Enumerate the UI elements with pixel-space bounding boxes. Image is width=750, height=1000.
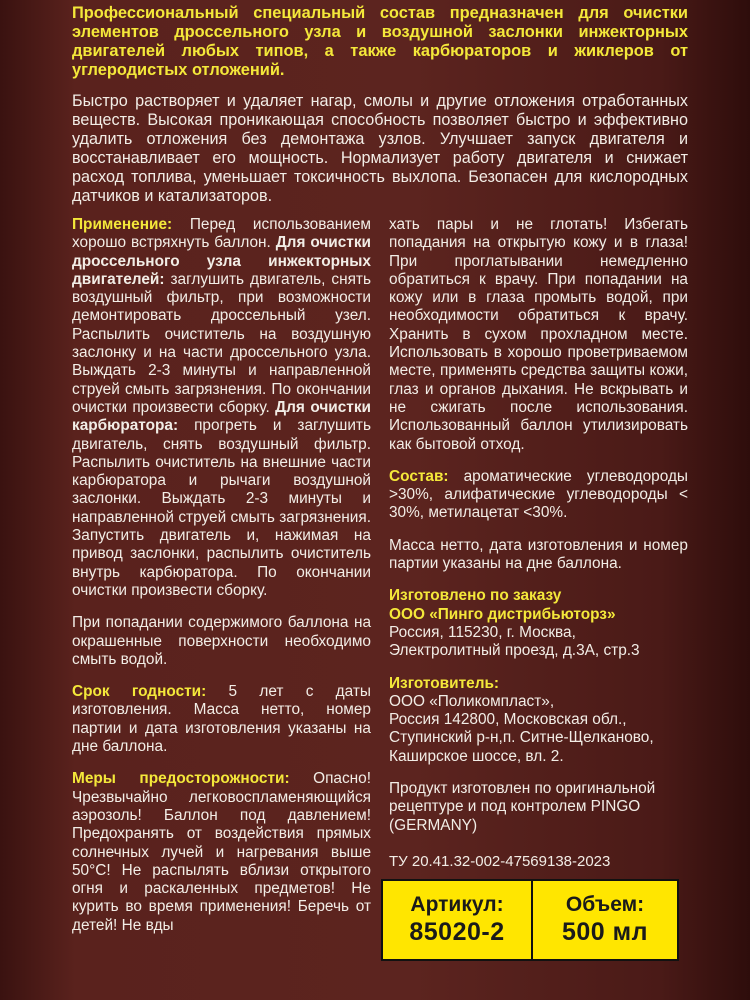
usage-block — [72, 216, 371, 600]
left-column — [72, 216, 371, 961]
volume-label: Объем: — [565, 893, 645, 917]
intro-paragraph: Быстро растворяет и удаляет нагар, смолы и другие отложения отработанных веществ. Высокая проникающая способность позволяет быстро и эффективно удалить отложения без демонтажа узлов. Улучшает запуск двигателя и восстанавливает его мощность. Нормализует работу двигателя и снижает расход топлива, уменьшает токсичность выхлопа. Безопасен для кислородных датчиков и катализаторов. — [72, 92, 688, 205]
maker-line-2: Россия 142800, Московская обл., — [389, 711, 627, 729]
composition-text: ароматические углеводороды >30%, алифатические углеводороды < 30%, метилацетат <30%. — [389, 467, 688, 522]
right-column — [389, 216, 688, 961]
precautions-text: Опасно! Чрезвычайно легковоспламеняющийся аэрозоль! Баллон под давлением! Предохранять от воздействия прямых солнечных лучей и нагревания выше 50°С! Не распылять вблизи открытого огня и раскаленных предметов! Не курить во время применения! Беречь от детей! Не вды — [72, 770, 371, 934]
throttle-text: заглушить двигатель, снять воздушный фильтр, при возможности демонтировать дроссельный узел. Распылить очиститель на воздушную заслонку и на части дроссельного узла. Выждать 2-3 минуты и направленной струей смыть загрязнения. По окончании очистки произвести сборку. — [72, 270, 371, 416]
carb-text: прогреть и заглушить двигатель, снять воздушный фильтр. Распылить очиститель на внешние части карбюратора и рычаги воздушной заслонки. Выждать 2-3 минуты и направленной струей смыть загрязнения. Запустить двигатель и, нажимая на привод заслонки, распылить очиститель внутрь карбюратора. По окончании очистки произвести сборку. — [72, 417, 371, 599]
maker-block — [389, 675, 688, 766]
precautions-continued: хать пары и не глотать! Избегать попадания на открытую кожу и в глаза! При проглатывании немедленно обратиться к врачу. При попадании на кожу или в глаза промыть водой, при необходимости обратиться к врачу. Хранить в сухом прохладном месте. Использовать в хорошо проветриваемом месте, применять средства защиты кожи, глаз и органов дыхания. Не вскрывать и не сжигать после использования. Использованный баллон утилизировать как бытовой отход. — [389, 216, 688, 453]
article-label: Артикул: — [410, 893, 504, 917]
article-value: 85020-2 — [409, 918, 505, 947]
lead-paragraph: Профессиональный специальный состав предназначен для очистки элементов дроссельного узла и воздушной заслонки инжекторных двигателей любых типов, а также карбюраторов и жиклеров от углеродистых отложений. — [72, 4, 688, 79]
order-address-2: Электролитный проезд, д.3А, стр.3 — [389, 642, 640, 660]
shelf-life-title: Срок годности: — [72, 683, 207, 701]
article-badge — [381, 879, 531, 961]
usage-intro: Перед использованием хорошо встряхнуть баллон. — [72, 216, 371, 252]
shelf-life-text: 5 лет с даты изготовления. Масса нетто, номер партии и дата изготовления указаны на дне баллона. — [72, 683, 371, 756]
shelf-life-block — [72, 683, 371, 756]
tu-code: ТУ 20.41.32-002-47569138-2023 — [389, 852, 611, 870]
maker-line-1: ООО «Поликомпласт», — [389, 692, 555, 710]
carb-title: Для очистки карбюратора: — [72, 398, 371, 435]
batch-note: Масса нетто, дата изготовления и номер партии указаны на дне баллона. — [389, 536, 688, 573]
maker-title: Изготовитель: — [389, 674, 500, 692]
badge-row — [381, 879, 688, 961]
order-title-1: Изготовлено по заказу — [389, 587, 562, 605]
order-address-1: Россия, 115230, г. Москва, — [389, 623, 576, 641]
order-block — [389, 587, 688, 660]
composition-title: Состав: — [389, 467, 449, 485]
maker-line-4: Каширское шоссе, вл. 2. — [389, 747, 564, 765]
precautions-block — [72, 770, 371, 935]
composition-block — [389, 468, 688, 523]
maker-line-3: Ступинский р-н,п. Ситне-Щелканово, — [389, 729, 654, 747]
origin-note: Продукт изготовлен по оригинальной рецептуре и под контролем PINGO (GERMANY) — [389, 780, 656, 834]
precautions-title: Меры предосторожности: — [72, 770, 290, 788]
volume-badge — [531, 879, 679, 961]
volume-value: 500 мл — [561, 918, 649, 947]
throttle-title: Для очистки дроссельного узла инжекторных двигателей: — [72, 234, 371, 288]
usage-title: Применение: — [72, 216, 173, 233]
paint-note: При попадании содержимого баллона на окрашенные поверхности необходимо смыть водой. — [72, 614, 371, 668]
order-title-2: ООО «Пинго дистрибьюторз» — [389, 605, 616, 623]
two-column-body — [72, 216, 688, 961]
